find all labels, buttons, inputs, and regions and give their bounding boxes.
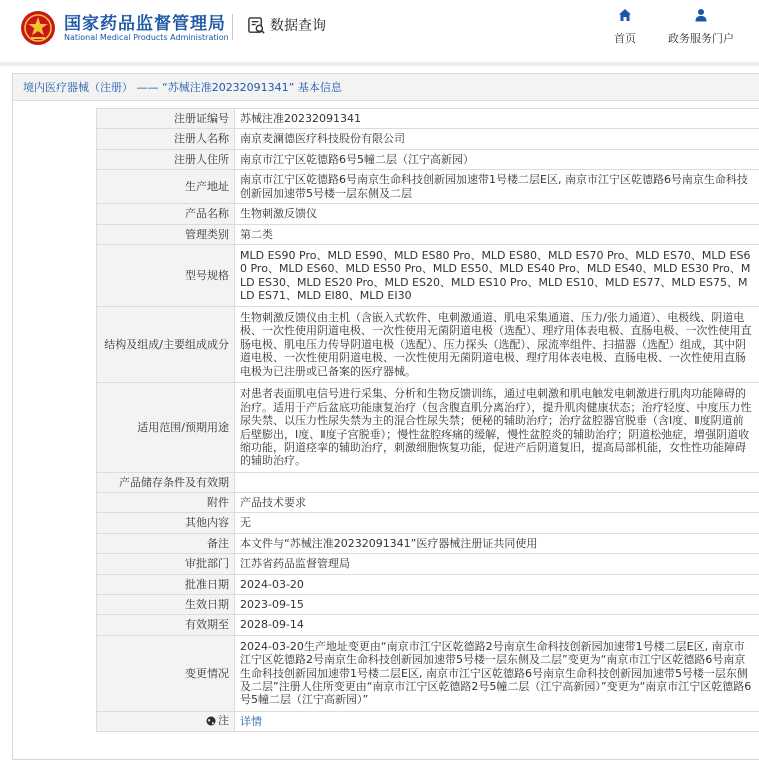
row-value: 生物刺激反馈仪 — [235, 204, 759, 224]
table-row — [97, 170, 759, 204]
details-link[interactable]: 详情 — [240, 714, 262, 728]
note-value — [235, 711, 759, 731]
row-label: 注册人名称 — [97, 129, 235, 149]
row-label: 注册证编号 — [97, 109, 235, 129]
data-query-label: 数据查询 — [270, 18, 326, 34]
nav-home[interactable] — [610, 8, 640, 46]
row-label: 生效日期 — [97, 595, 235, 615]
row-label: 变更情况 — [97, 635, 235, 711]
row-value: 生物刺激反馈仪由主机（含嵌入式软件、电刺激通道、肌电采集通道、压力/张力通道）、电极线、阴道电极、一次性使用阴道电极、一次性使用无菌阴道电极（选配）、理疗用体表电极、直肠电极、一次性使用直肠电极、肌电压力传导阴道电极（选配）、压力探头（选配）、尿流率组件、扫描器（选配）组成，其中阴道电极、一次性使用阴道电极、一次性使用无菌阴道电极、理疗用体表电极、直肠电极、一次性使用直肠电极为已注册或已备案的医疗器械。 — [235, 307, 759, 383]
info-table — [96, 108, 759, 732]
row-value: 产品技术要求 — [235, 493, 759, 513]
table-row — [97, 109, 759, 129]
row-label: 审批部门 — [97, 554, 235, 574]
row-label: 产品储存条件及有效期 — [97, 473, 235, 493]
row-label: 批准日期 — [97, 574, 235, 594]
row-value: MLD ES90 Pro、MLD ES90、MLD ES80 Pro、MLD ES80、MLD ES70 Pro、MLD ES70、MLD ES60 Pro、MLD ES60、MLD ES50 Pro、MLD ES50、MLD ES40 Pro、MLD ES40、MLD ES30 Pro、MLD ES30、MLD ES20 Pro、MLD ES20、MLD ES10 Pro、MLD ES10、MLD ES77、MLD ES75、MLD ES71、MLD EI80、MLD EI30 — [235, 245, 759, 307]
note-label-text: 注 — [218, 714, 229, 728]
table-row — [97, 595, 759, 615]
note-label-cell — [97, 711, 235, 731]
row-value: 2024-03-20 — [235, 574, 759, 594]
emblem-logo-icon[interactable] — [20, 10, 56, 46]
row-value: 本文件与“苏械注准20232091341”医疗器械注册证共同使用 — [235, 533, 759, 553]
table-row — [97, 513, 759, 533]
table-row — [97, 473, 759, 493]
brand-title-cn: 国家药品监督管理局 — [64, 14, 226, 34]
table-row — [97, 224, 759, 244]
detail-panel — [12, 73, 759, 760]
row-label: 有效期至 — [97, 615, 235, 635]
nav-service-portal[interactable] — [660, 8, 742, 46]
table-row — [97, 307, 759, 383]
globe-icon — [206, 716, 216, 726]
header-divider — [232, 14, 233, 40]
home-icon — [618, 8, 632, 22]
header-rule — [0, 62, 759, 66]
row-value: 南京市江宁区乾德路6号5幢二层（江宁高新园） — [235, 149, 759, 169]
table-row — [97, 615, 759, 635]
row-value: 2028-09-14 — [235, 615, 759, 635]
row-value: 南京麦澜德医疗科技股份有限公司 — [235, 129, 759, 149]
row-value: 南京市江宁区乾德路6号南京生命科技创新园加速带1号楼二层E区, 南京市江宁区乾德路6号南京生命科技创新园加速带5号楼一层东侧及二层 — [235, 170, 759, 204]
table-row — [97, 554, 759, 574]
table-row — [97, 493, 759, 513]
table-row — [97, 635, 759, 711]
table-row — [97, 204, 759, 224]
user-icon — [694, 8, 708, 22]
row-value — [235, 473, 759, 493]
table-row — [97, 711, 759, 731]
table-row — [97, 129, 759, 149]
row-label: 产品名称 — [97, 204, 235, 224]
row-value: 2023-09-15 — [235, 595, 759, 615]
row-value: 第二类 — [235, 224, 759, 244]
table-row — [97, 245, 759, 307]
row-label: 备注 — [97, 533, 235, 553]
row-value: 苏械注准20232091341 — [235, 109, 759, 129]
row-value: 无 — [235, 513, 759, 533]
row-label: 附件 — [97, 493, 235, 513]
table-row — [97, 533, 759, 553]
row-label: 结构及组成/主要组成成分 — [97, 307, 235, 383]
brand-title-en: National Medical Products Administration — [64, 33, 229, 42]
table-row — [97, 574, 759, 594]
nav-home-label: 首页 — [614, 32, 636, 45]
row-label: 生产地址 — [97, 170, 235, 204]
nav-service-portal-label: 政务服务门户 — [668, 32, 734, 45]
table-row — [97, 383, 759, 473]
row-value: 江苏省药品监督管理局 — [235, 554, 759, 574]
row-value: 对患者表面肌电信号进行采集、分析和生物反馈训练，通过电刺激和肌电触发电刺激进行肌肉功能障碍的治疗。适用于产后盆底功能康复治疗（包含腹直肌分离治疗），提升肌肉健康状态；治疗轻度、中度压力性尿失禁、以压力性尿失禁为主的混合性尿失禁；便秘的辅助治疗；治疗盆腔器官脱垂（含Ⅰ度、Ⅱ度阴道前后壁膨出，Ⅰ度、Ⅱ度子宫脱垂）；慢性盆腔疼痛的缓解，慢性盆腔炎的辅助治疗；阴道松弛症，增强阴道收缩功能，阴道痉挛的辅助治疗，刺激细胞恢复功能，促进产后阴道复旧，提高局部机能，女性性功能障碍的辅助治疗。 — [235, 383, 759, 473]
row-label: 其他内容 — [97, 513, 235, 533]
row-value: 2024-03-20生产地址变更由“南京市江宁区乾德路2号南京生命科技创新园加速带1号楼二层E区, 南京市江宁区乾德路2号南京生命科技创新园加速带5号楼一层东侧及二层”变更为“南京市江宁区乾德路6号南京生命科技创新园加速带1号楼二层E区, 南京市江宁区乾德路6号南京生命科技创新园加速带5号楼一层东侧及二层”注册人住所变更由“南京市江宁区乾德路2号5幢二层（江宁高新园）”变更为“南京市江宁区乾德路6号5幢二层（江宁高新园）” — [235, 635, 759, 711]
data-query-link[interactable] — [247, 15, 326, 35]
row-label: 注册人住所 — [97, 149, 235, 169]
breadcrumb: 境内医疗器械（注册） —— “苏械注准20232091341” 基本信息 — [13, 74, 759, 101]
row-label: 适用范围/预期用途 — [97, 383, 235, 473]
data-query-icon — [247, 16, 266, 35]
row-label: 管理类别 — [97, 224, 235, 244]
row-label: 型号规格 — [97, 245, 235, 307]
note-label — [206, 714, 229, 727]
table-row — [97, 149, 759, 169]
site-header — [0, 0, 759, 62]
